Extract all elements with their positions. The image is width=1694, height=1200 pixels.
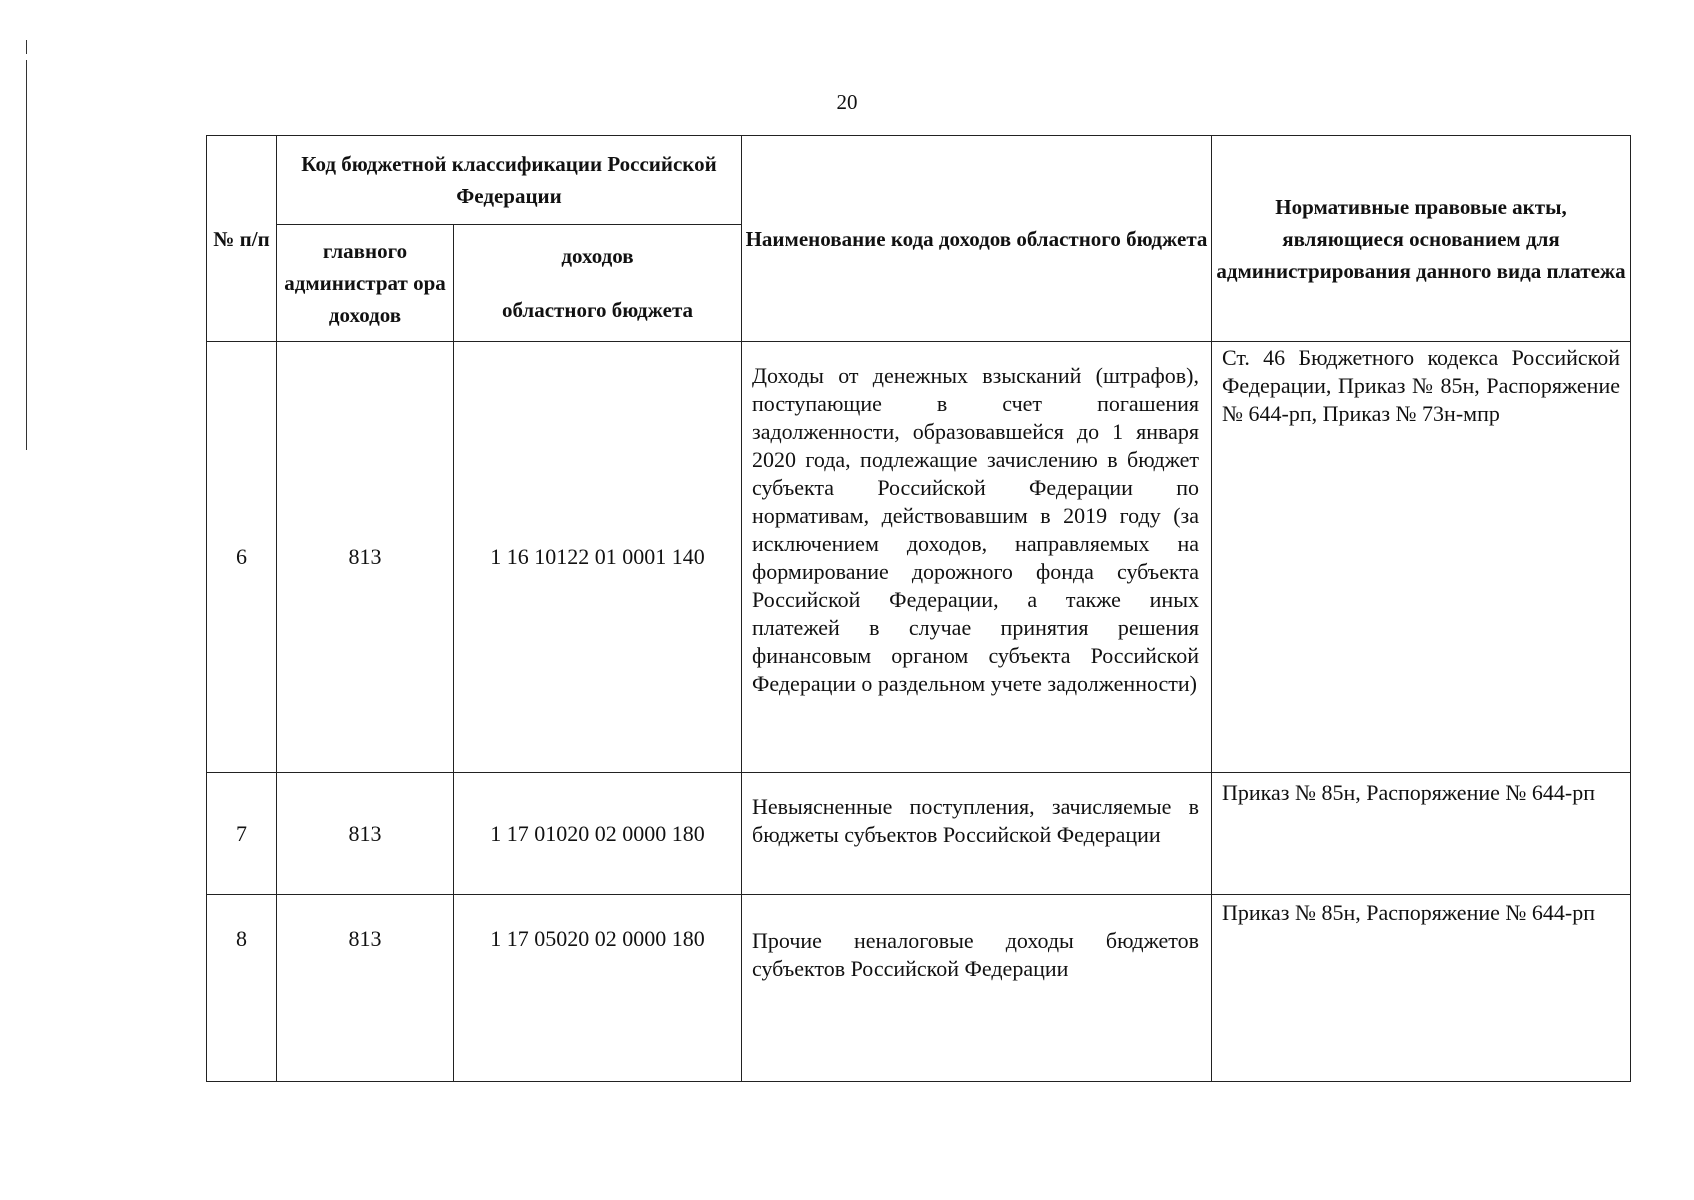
row-num: 6 bbox=[207, 342, 277, 773]
header-income-line2: областного бюджета bbox=[501, 298, 694, 322]
row-admin-code: 813 bbox=[277, 895, 454, 1082]
header-num: № п/п bbox=[207, 136, 277, 342]
header-acts: Нормативные правовые акты, являющиеся основанием для администрирования данного вида платежа bbox=[1212, 136, 1631, 342]
header-kbk-group: Код бюджетной классификации Российской Федерации bbox=[277, 136, 742, 225]
row-income-name: Прочие неналоговые доходы бюджетов субъектов Российской Федерации bbox=[742, 895, 1212, 1082]
row-num: 8 bbox=[207, 895, 277, 1082]
row-income-name: Невыясненные поступления, зачисляемые в бюджеты субъектов Российской Федерации bbox=[742, 773, 1212, 895]
row-income-name: Доходы от денежных взысканий (штрафов), поступающие в счет погашения задолженности, образовавшейся до 1 января 2020 года, подлежащие зачислению в бюджет субъекта Российской Федерации по нормативам, действовавшим в 2019 году (за исключением доходов, направляемых на формирование дорожного фонда субъекта Российской Федерации, а также иных платежей в случае принятия решения финансовым органом субъекта Российской Федерации о раздельном учете задолженности) bbox=[742, 342, 1212, 773]
table-row bbox=[207, 895, 1631, 1082]
row-legal-acts: Приказ № 85н, Распоряжение № 644-рп bbox=[1212, 773, 1631, 895]
header-income bbox=[454, 225, 742, 342]
row-admin-code: 813 bbox=[277, 773, 454, 895]
header-name: Наименование кода доходов областного бюджета bbox=[742, 136, 1212, 342]
header-admin: главного администрат ора доходов bbox=[277, 225, 454, 342]
budget-classification-table bbox=[206, 135, 1631, 1082]
row-income-code: 1 17 05020 02 0000 180 bbox=[454, 895, 742, 1082]
row-legal-acts: Приказ № 85н, Распоряжение № 644-рп bbox=[1212, 895, 1631, 1082]
table-row bbox=[207, 342, 1631, 773]
margin-mark bbox=[26, 40, 27, 54]
row-income-code: 1 16 10122 01 0001 140 bbox=[454, 342, 742, 773]
header-income-line1: доходов bbox=[561, 244, 634, 268]
page-number: 20 bbox=[836, 90, 858, 114]
row-legal-acts: Ст. 46 Бюджетного кодекса Российской Федерации, Приказ № 85н, Распоряжение № 644-рп, Приказ № 73н-мпр bbox=[1212, 342, 1631, 773]
row-num: 7 bbox=[207, 773, 277, 895]
row-income-code: 1 17 01020 02 0000 180 bbox=[454, 773, 742, 895]
row-admin-code: 813 bbox=[277, 342, 454, 773]
margin-line bbox=[26, 60, 27, 450]
table-row bbox=[207, 773, 1631, 895]
header-row-1 bbox=[207, 136, 1631, 225]
